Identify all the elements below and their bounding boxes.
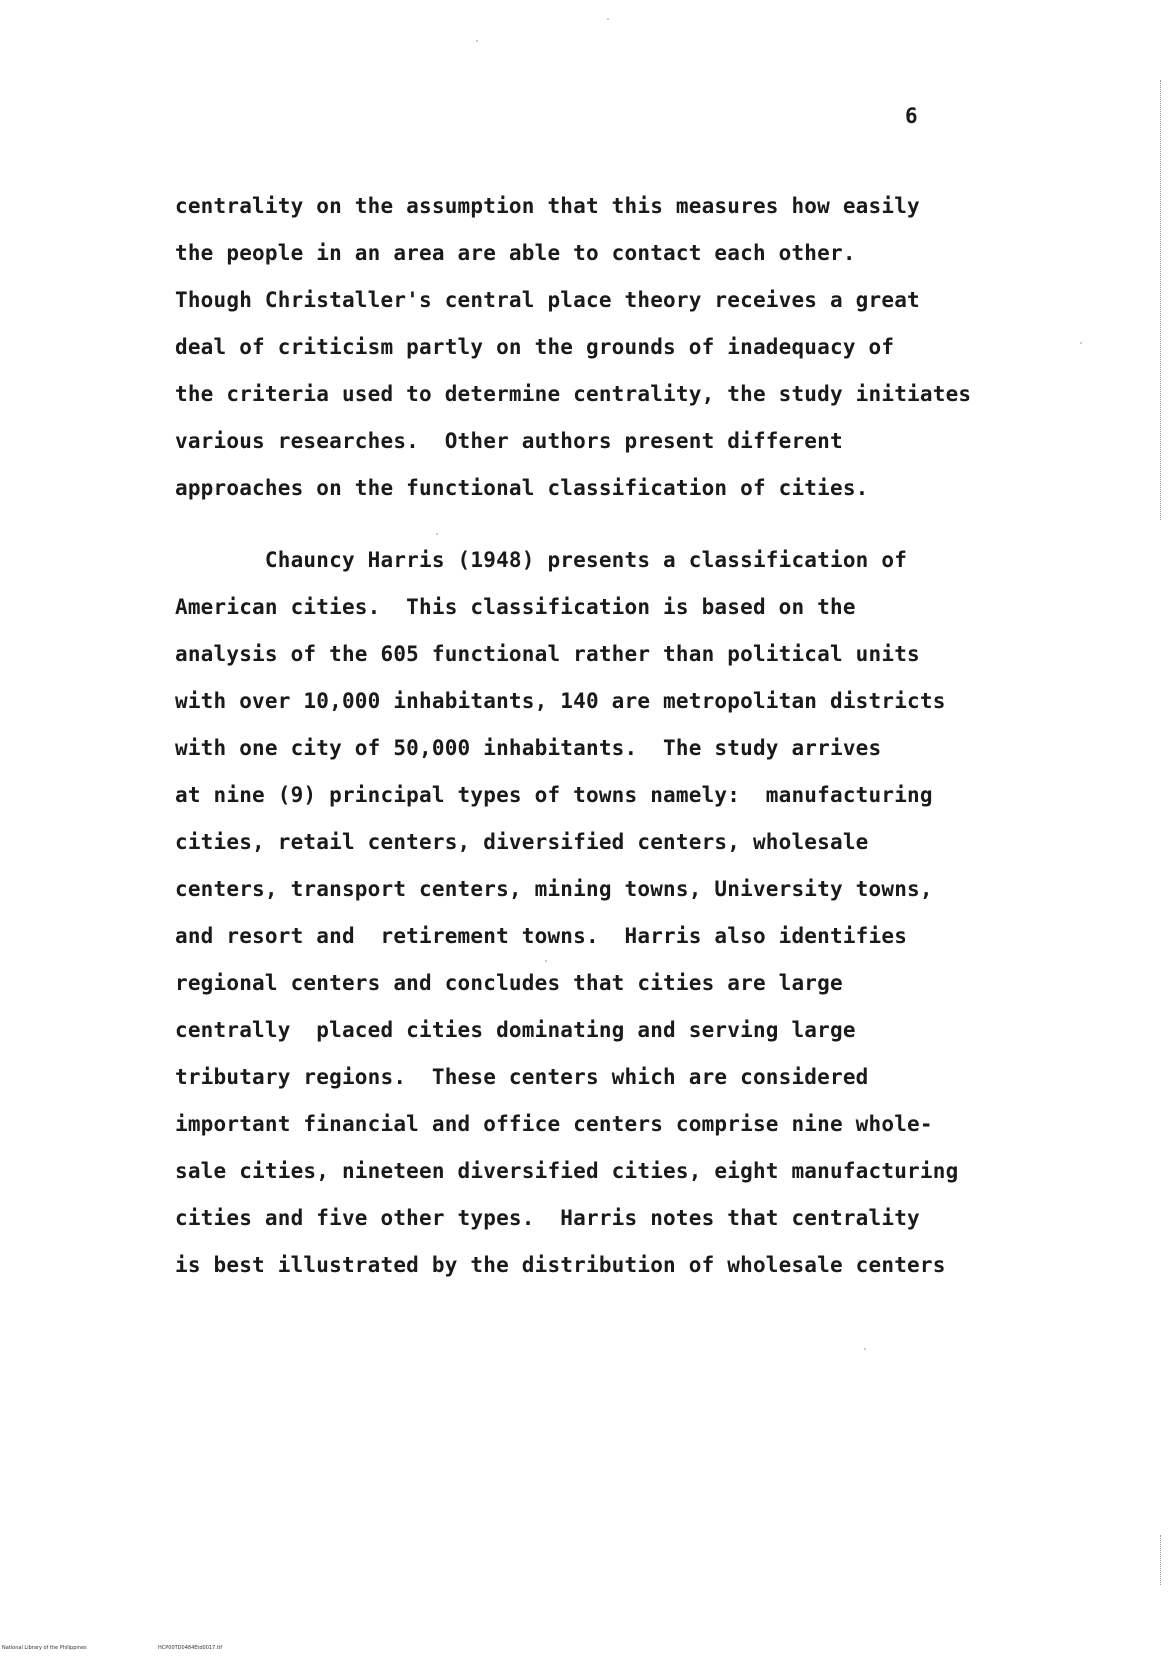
- footer-file-label: HCP00TD0484Etd0017.tif: [158, 1645, 222, 1651]
- footer-library-label: National Library of the Philippines: [2, 1645, 87, 1651]
- scan-speck: [476, 40, 478, 42]
- scan-speck: [864, 1348, 866, 1350]
- paragraph-line: cities, retail centers, diversified centers, wholesale: [175, 830, 869, 854]
- paragraph-line: centers, transport centers, mining towns, University towns,: [175, 877, 933, 901]
- scan-speck: [436, 533, 438, 535]
- paragraph-line: cities and five other types. Harris notes that centrality: [175, 1206, 920, 1230]
- scan-speck: [607, 18, 609, 20]
- paragraph-line: Chauncy Harris (1948) presents a classification of: [175, 548, 908, 572]
- paragraph-line: with over 10,000 inhabitants, 140 are metropolitan districts: [175, 689, 946, 713]
- paragraph-line: centrally placed cities dominating and serving large: [175, 1018, 856, 1042]
- scan-speck: [545, 960, 547, 962]
- paragraph-line: various researches. Other authors present different: [175, 429, 843, 453]
- paragraph-line: approaches on the functional classification of cities.: [175, 476, 869, 500]
- paragraph-line: the people in an area are able to contact each other.: [175, 241, 856, 265]
- paragraph-line: is best illustrated by the distribution of wholesale centers: [175, 1253, 946, 1277]
- paragraph-line: American cities. This classification is based on the: [175, 595, 856, 619]
- scan-edge-mark: [1160, 1535, 1162, 1585]
- paragraph-1: [175, 183, 971, 512]
- paragraph-line: centrality on the assumption that this measures how easily: [175, 194, 920, 218]
- scan-edge-mark: [1160, 80, 1162, 520]
- paragraph-line: important financial and office centers comprise nine whole-: [175, 1112, 933, 1136]
- paragraph-line: analysis of the 605 functional rather than political units: [175, 642, 920, 666]
- paragraph-line: with one city of 50,000 inhabitants. The study arrives: [175, 736, 882, 760]
- scan-speck: [1080, 342, 1082, 344]
- paragraph-2: [175, 537, 958, 1289]
- paragraph-line: the criteria used to determine centrality, the study initiates: [175, 382, 972, 406]
- paragraph-line: regional centers and concludes that cities are large: [175, 971, 843, 995]
- paragraph-line: at nine (9) principal types of towns namely: manufacturing: [175, 783, 933, 807]
- paragraph-line: Though Christaller's central place theory receives a great: [175, 288, 920, 312]
- paragraph-line: tributary regions. These centers which are considered: [175, 1065, 869, 1089]
- paragraph-line: sale cities, nineteen diversified cities, eight manufacturing: [175, 1159, 959, 1183]
- page-number: 6: [905, 104, 918, 128]
- paragraph-line: deal of criticism partly on the grounds of inadequacy of: [175, 335, 895, 359]
- paragraph-line: and resort and retirement towns. Harris also identifies: [175, 924, 908, 948]
